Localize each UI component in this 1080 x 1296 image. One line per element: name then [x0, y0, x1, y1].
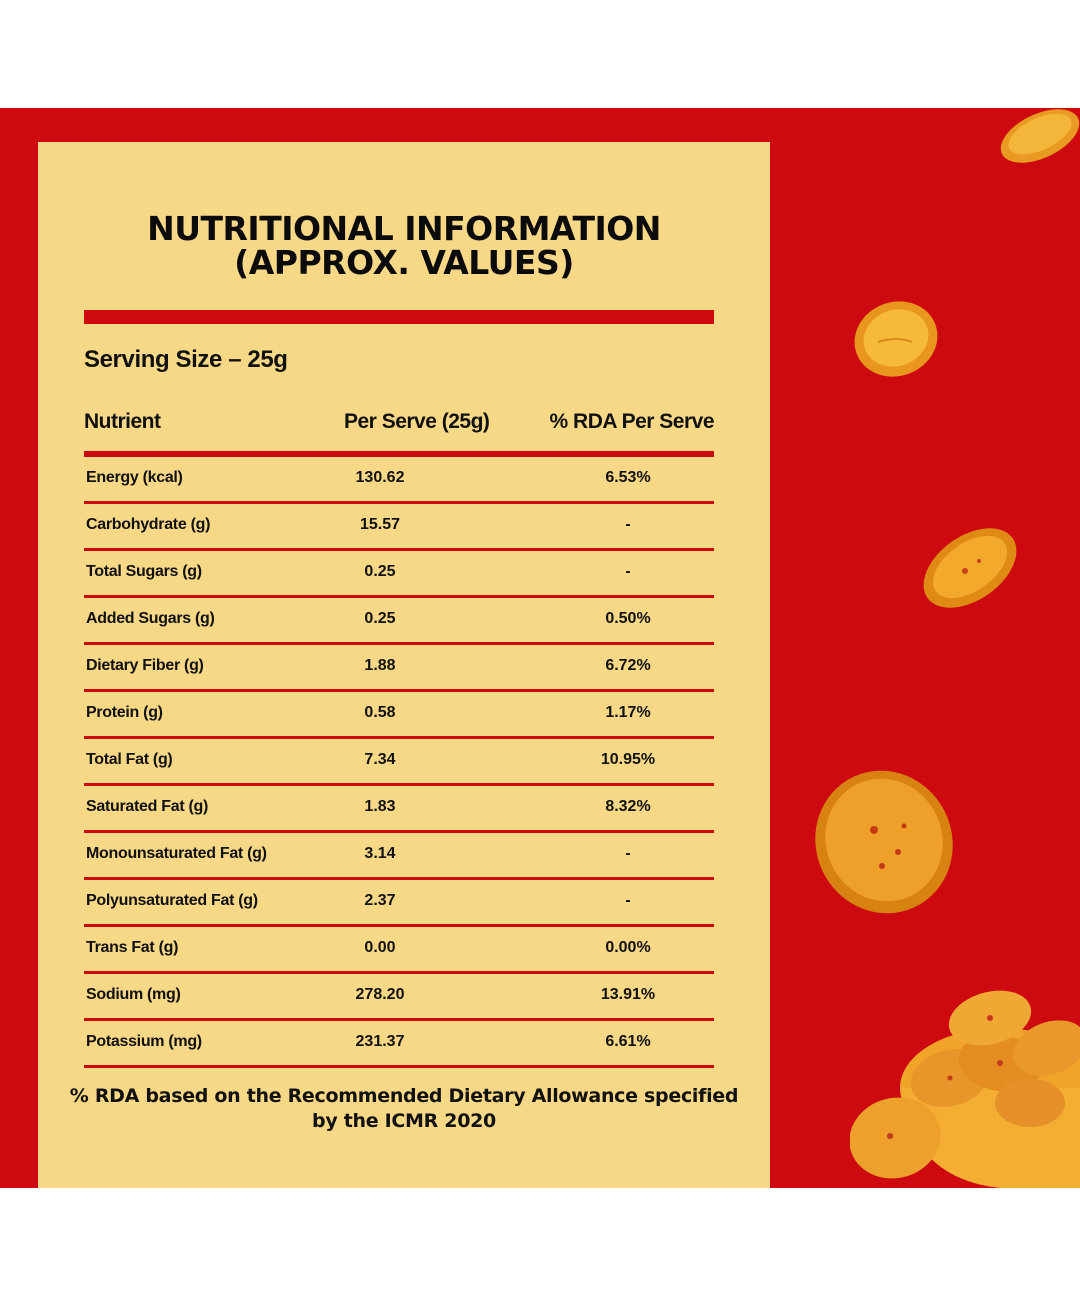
header-rda: % RDA Per Serve [549, 410, 714, 433]
per-serve-value: 278.20 [355, 986, 405, 1003]
table-row [84, 786, 714, 833]
table-row [84, 692, 714, 739]
per-serve-value: 0.25 [364, 610, 396, 627]
rda-value: 6.53% [605, 469, 651, 486]
table-row [84, 551, 714, 598]
red-background [0, 108, 1080, 1188]
rda-value: 8.32% [605, 798, 651, 815]
chips-bowl-icon [850, 978, 1080, 1188]
per-serve-value: 7.34 [364, 751, 396, 768]
nutrient-name: Saturated Fat (g) [86, 798, 209, 815]
table-row [84, 927, 714, 974]
per-serve-value: 1.83 [364, 798, 396, 815]
per-serve-value: 2.37 [364, 892, 396, 909]
footnote-line-2: by the ICMR 2020 [312, 1110, 496, 1132]
nutrient-name: Potassium (mg) [86, 1033, 202, 1050]
table-row [84, 739, 714, 786]
nutrient-name: Total Sugars (g) [86, 563, 202, 580]
per-serve-value: 130.62 [355, 469, 405, 486]
rda-value: - [625, 563, 631, 580]
table-row [84, 833, 714, 880]
table-row [84, 974, 714, 1021]
nutrition-panel [38, 142, 770, 1188]
per-serve-value: 15.57 [359, 516, 401, 533]
banana-chip-icon [996, 108, 1080, 178]
banana-chip-icon [915, 523, 1025, 613]
rda-value: - [625, 845, 631, 862]
nutrient-name: Carbohydrate (g) [86, 516, 211, 533]
rda-value: - [625, 516, 631, 533]
rda-value: 0.00% [605, 939, 651, 956]
table-header [84, 410, 714, 440]
rda-value: 6.61% [605, 1033, 651, 1050]
footnote-line-1: % RDA based on the Recommended Dietary Allowance specified [69, 1085, 739, 1107]
per-serve-value: 1.88 [364, 657, 396, 674]
table-row [84, 598, 714, 645]
rda-value: 6.72% [605, 657, 651, 674]
table-row [84, 504, 714, 551]
nutrient-name: Protein (g) [86, 704, 163, 721]
nutrient-name: Polyunsaturated Fat (g) [86, 892, 258, 909]
nutrient-name: Trans Fat (g) [86, 939, 179, 956]
per-serve-value: 0.00 [364, 939, 396, 956]
nutrient-name: Monounsaturated Fat (g) [86, 845, 267, 862]
banana-chip-icon [850, 298, 942, 380]
table-row [84, 457, 714, 504]
table-row [84, 645, 714, 692]
nutrition-table [84, 457, 714, 1068]
header-nutrient: Nutrient [84, 410, 161, 433]
title-line-1: NUTRITIONAL INFORMATION [147, 209, 661, 248]
rda-value: 13.91% [600, 986, 656, 1003]
per-serve-value: 0.58 [364, 704, 396, 721]
per-serve-value: 231.37 [355, 1033, 405, 1050]
title-divider [84, 310, 714, 324]
table-row [84, 1021, 714, 1068]
serving-size: Serving Size – 25g [84, 346, 288, 373]
nutrient-name: Energy (kcal) [86, 469, 183, 486]
title-line-2: (APPROX. VALUES) [234, 243, 574, 282]
header-per-serve: Per Serve (25g) [344, 410, 490, 433]
page-title [38, 209, 770, 282]
table-row [84, 880, 714, 927]
banana-chip-icon [812, 768, 962, 918]
rda-value: - [625, 892, 631, 909]
nutrient-name: Dietary Fiber (g) [86, 657, 204, 674]
nutrient-name: Sodium (mg) [86, 986, 181, 1003]
rda-value: 10.95% [600, 751, 656, 768]
rda-footnote [38, 1084, 770, 1134]
rda-value: 1.17% [605, 704, 651, 721]
per-serve-value: 3.14 [364, 845, 396, 862]
rda-value: 0.50% [605, 610, 651, 627]
per-serve-value: 0.25 [364, 563, 396, 580]
nutrient-name: Added Sugars (g) [86, 610, 215, 627]
nutrient-name: Total Fat (g) [86, 751, 173, 768]
